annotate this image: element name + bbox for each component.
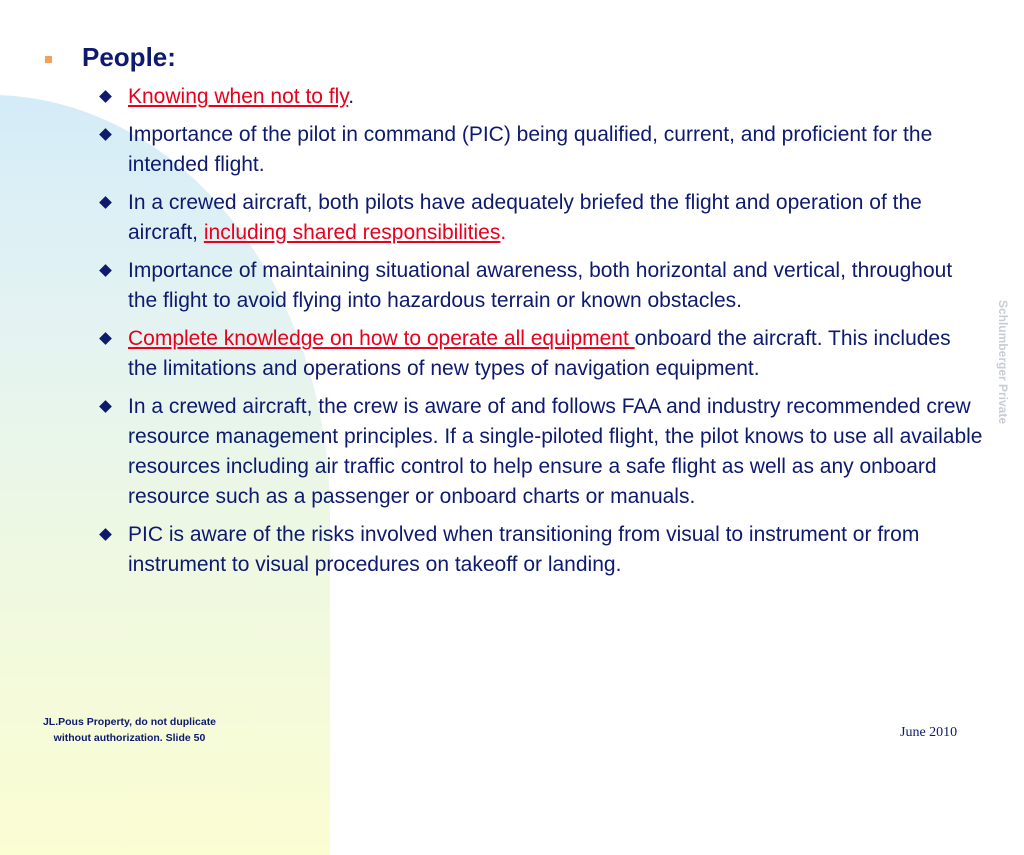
bullet-item [95,120,985,180]
bullet-item [95,256,985,316]
bullet-item [95,188,985,248]
bullet-text: In a crewed aircraft, the crew is aware of and follows FAA and industry recommended crew resource management principles. If a single-piloted flight, the pilot knows to use all available resources including air traffic control to help ensure a safe flight as well as any onboard resource such as a passenger or onboard charts or manuals. [128,395,983,508]
diamond-bullet-icon [99,128,112,141]
diamond-bullet-icon [99,264,112,277]
bullet-text: onboard the aircraft. This includes the limitations and operations of new types of navigation equipment. [128,327,951,380]
footer-date: June 2010 [900,725,958,740]
diamond-bullet-icon [99,332,112,345]
diamond-bullet-icon [99,90,112,103]
square-bullet-icon [45,56,52,63]
title-row [45,42,176,73]
bullet-list [95,82,985,588]
diamond-bullet-icon [99,400,112,413]
watermark: Schlumberger Private [996,299,1010,425]
diamond-bullet-icon [99,528,112,541]
bullet-text: In a crewed aircraft, both pilots have adequately briefed the flight and operation of the aircraft, [128,191,922,244]
footer-copyright [22,714,237,746]
bullet-text: Importance of maintaining situational awareness, both horizontal and vertical, throughout the flight to avoid flying into hazardous terrain or known obstacles. [128,259,953,312]
highlighted-link-text[interactable]: Complete knowledge on how to operate all equipment [128,327,635,350]
highlighted-link-text[interactable]: Knowing when not to fly [128,85,349,108]
bullet-item [95,392,985,512]
highlighted-link-text[interactable]: including shared responsibilities [203,221,501,244]
bullet-text: PIC is aware of the risks involved when transitioning from visual to instrument or from instrument to visual procedures on takeoff or landing. [128,523,920,576]
bullet-item [95,82,985,112]
slide-title: People: [82,42,176,72]
bullet-text: . [348,85,355,108]
highlighted-text: . [500,221,507,244]
bullet-item [95,520,985,580]
bullet-text: Importance of the pilot in command (PIC) being qualified, current, and proficient for the intended flight. [128,123,933,176]
footer-line-2: without authorization. Slide 50 [53,732,206,744]
bullet-item [95,324,985,384]
diamond-bullet-icon [99,196,112,209]
footer-line-1: JL.Pous Property, do not duplicate [42,716,217,728]
